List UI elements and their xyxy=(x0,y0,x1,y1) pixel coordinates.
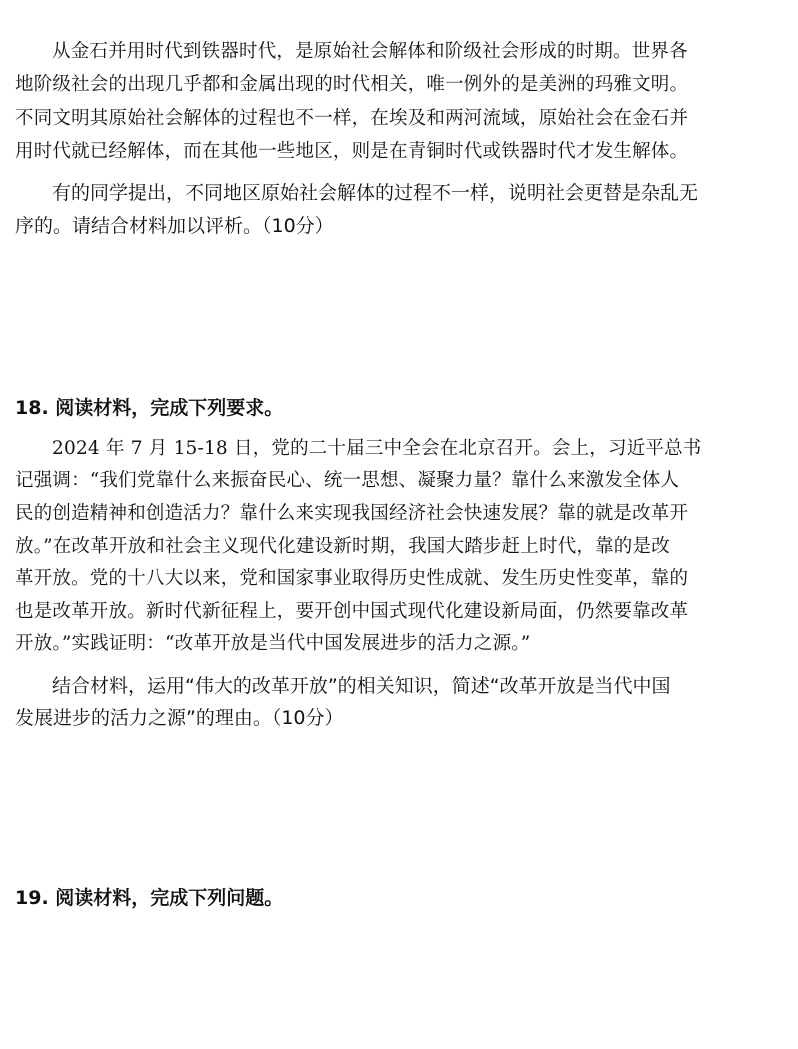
question-17-line-1: 有的同学提出，不同地区原始社会解体的过程不一样，说明社会更替是杂乱无 xyxy=(52,182,699,204)
material-17-line-2: 地阶级社会的出现几乎都和金属出现的时代相关，唯一例外的是美洲的玛雅文明。 xyxy=(15,74,689,95)
question-18-line-1: 结合材料，运用“伟大的改革开放”的相关知识，简述“改革开放是当代中国 xyxy=(52,675,671,697)
material-18-line-7: 开放。”实践证明：“改革开放是当代中国发展进步的活力之源。” xyxy=(15,633,531,654)
material-18-line-3: 民的创造精神和创造活力？靠什么来实现我国经济社会快速发展？靠的就是改革开 xyxy=(15,503,689,524)
question-19-heading: 19. 阅读材料，完成下列问题。 xyxy=(15,887,284,909)
material-18-line-2: 记强调：“我们党靠什么来振奋民心、统一思想、凝聚力量？靠什么来激发全体人 xyxy=(15,470,680,491)
material-18-line-4: 放。”在改革开放和社会主义现代化建设新时期，我国大踏步赶上时代，靠的是改 xyxy=(15,536,670,557)
material-17-line-4: 用时代就已经解体，而在其他一些地区，则是在青铜时代或铁器时代才发生解体。 xyxy=(15,141,689,162)
material-18-line-1: 2024 年 7 月 15-18 日，党的二十届三中全会在北京召开。会上，习近平总书 xyxy=(52,438,702,459)
material-18-line-6: 也是改革开放。新时代新征程上，要开创中国式现代化建设新局面，仍然要靠改革 xyxy=(15,601,689,622)
material-18-line-5: 革开放。党的十八大以来，党和国家事业取得历史性成就、发生历史性变革，靠的 xyxy=(15,568,689,589)
question-18-line-2: 发展进步的活力之源”的理由。（10分） xyxy=(15,707,344,729)
question-17-line-2: 序的。请结合材料加以评析。（10分） xyxy=(15,215,334,237)
material-17-line-3: 不同文明其原始社会解体的过程也不一样，在埃及和两河流域，原始社会在金石并 xyxy=(15,108,689,129)
material-17-line-1: 从金石并用时代到铁器时代，是原始社会解体和阶级社会形成的时期。世界各 xyxy=(52,41,688,62)
question-18-heading: 18. 阅读材料，完成下列要求。 xyxy=(15,397,284,419)
